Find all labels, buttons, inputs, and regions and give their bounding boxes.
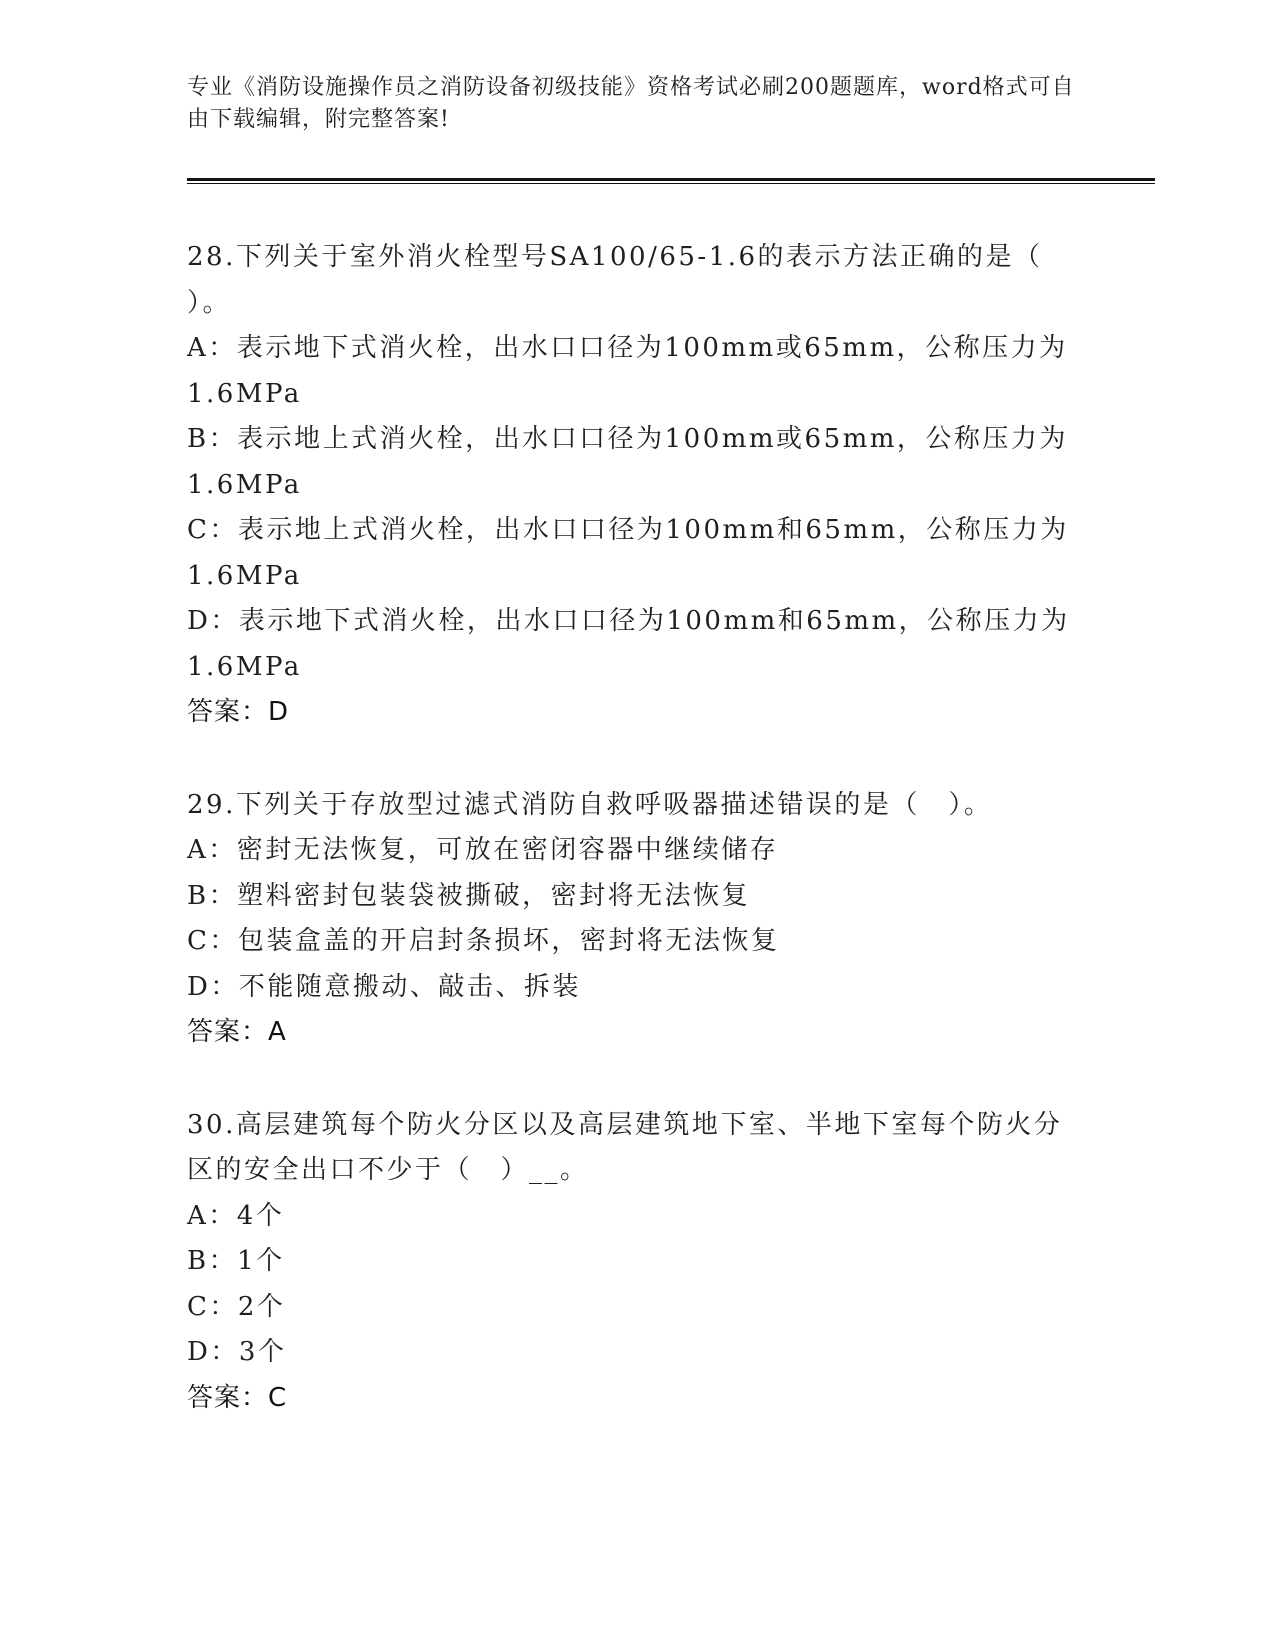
document-intro: 专业《消防设施操作员之消防设备初级技能》资格考试必刷200题题库，word格式可自由下载编辑，附完整答案!: [187, 75, 1075, 132]
question-28: [187, 235, 1087, 736]
answer: 答案：C: [187, 1382, 288, 1413]
question-29: [187, 783, 1087, 1056]
option-a: A：表示地下式消火栓，出水口口径为100mm或65mm，公称压力为1.6MPa: [187, 333, 1068, 409]
option-a: A：4个: [187, 1200, 285, 1231]
option-d: D：表示地下式消火栓，出水口口径为100mm和65mm，公称压力为1.6MPa: [187, 606, 1070, 682]
answer: 答案：A: [187, 1017, 287, 1047]
question-30: [187, 1103, 1087, 1422]
option-b: B：表示地上式消火栓，出水口口径为100mm或65mm，公称压力为1.6MPa: [187, 424, 1068, 500]
question-list: [187, 235, 1087, 1468]
header-divider-thick: [187, 178, 1155, 181]
option-c: C：包装盒盖的开启封条损坏，密封将无法恢复: [187, 926, 780, 956]
header-divider-thin: [187, 183, 1155, 184]
answer: 答案：D: [187, 697, 290, 727]
option-a: A：密封无法恢复，可放在密闭容器中继续储存: [187, 835, 779, 865]
option-c: C：表示地上式消火栓，出水口口径为100mm和65mm，公称压力为1.6MPa: [187, 515, 1069, 591]
question-text: 30.高层建筑每个防火分区以及高层建筑地下室、半地下室每个防火分区的安全出口不少于（ ）__。: [187, 1109, 1063, 1185]
option-d: D：3个: [187, 1337, 287, 1367]
question-text: 28.下列关于室外消火栓型号SA100/65-1.6的表示方法正确的是（ ）。: [187, 242, 1043, 318]
option-c: C：2个: [187, 1291, 286, 1322]
option-b: B：塑料密封包装袋被撕破，密封将无法恢复: [187, 880, 751, 911]
option-d: D：不能随意搬动、敲击、拆装: [187, 971, 581, 1002]
question-text: 29.下列关于存放型过滤式消防自救呼吸器描述错误的是（ ）。: [187, 789, 993, 820]
option-b: B：1个: [187, 1246, 285, 1276]
